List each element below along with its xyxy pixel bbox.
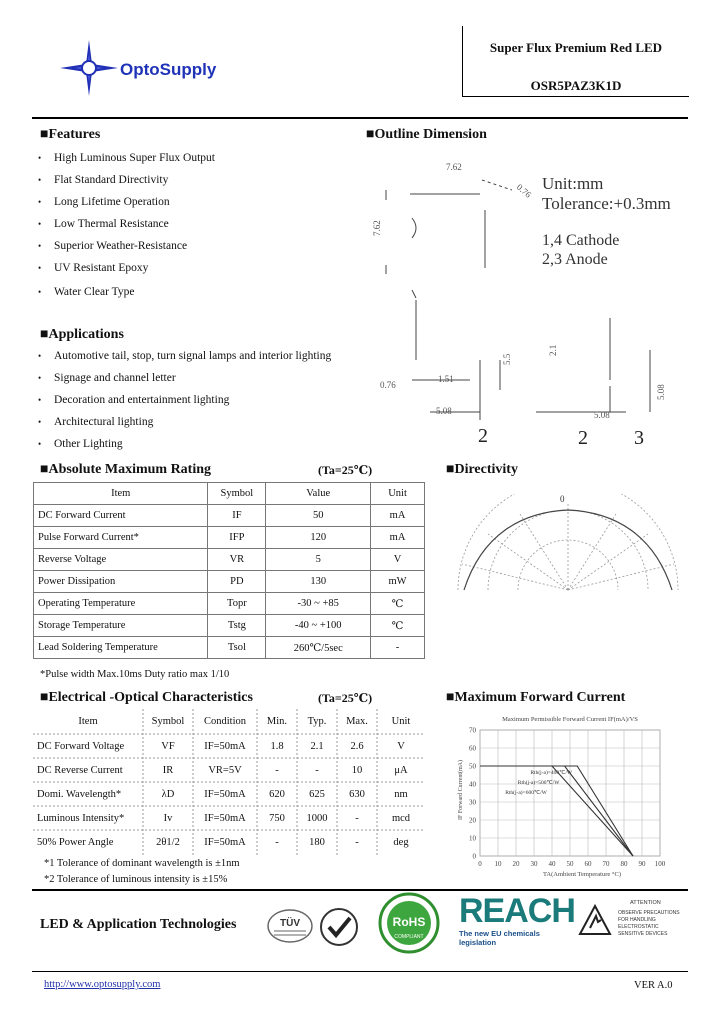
cell: -30 ~ +85 [266,593,371,615]
cell: mW [371,571,425,593]
esd-line: ELECTROSTATIC [618,924,659,930]
amr-condition: (Ta=25℃) [318,463,373,477]
cell: V [371,549,425,571]
cell: IF [208,505,266,527]
cell: - [371,637,425,659]
column-header: Condition [203,716,246,727]
cell: -40 ~ +100 [266,615,371,637]
cell: 5 [266,549,371,571]
cell: Operating Temperature [34,593,208,615]
list-item: • Automotive tail, stop, turn signal lamps and interior lighting [32,350,362,372]
list-item: • Long Lifetime Operation [32,196,332,218]
cell: - [355,836,359,848]
y-tick-label: 20 [469,816,476,825]
cell: Storage Temperature [34,615,208,637]
list-item: • UV Resistant Epoxy [32,262,332,284]
check-badge [318,906,360,948]
table-row [34,505,425,527]
x-tick-label: 20 [512,860,520,868]
cell: mA [371,527,425,549]
brand-name: OptoSupply [120,60,217,79]
column-header: Typ. [307,716,327,727]
cell: 50% Power Angle [37,836,114,848]
list-item: • Water Clear Type [32,286,332,308]
column-header: Unit [371,483,425,505]
cell: 2θ1/2 [156,836,180,848]
cell: Power Dissipation [34,571,208,593]
cell: VR [208,549,266,571]
table-row [34,571,425,593]
eo-note-1: *1 Tolerance of dominant wavelength is ±1nm [44,858,240,869]
cell: Luminous Intensity* [37,812,125,824]
bottom-divider [32,971,688,972]
series-label: Rth(j-a)=500℃/W [517,780,560,786]
cell: 50 [266,505,371,527]
star-logo-icon [58,38,120,98]
cell: DC Forward Current [34,505,208,527]
column-header: Symbol [151,716,185,727]
y-tick-label: 40 [469,780,476,789]
dimension-label: 5.5 [502,353,512,365]
column-header: Value [266,483,371,505]
table-row [33,782,425,806]
cell: IR [162,764,174,776]
mfc-heading: ■Maximum Forward Current [446,690,626,705]
tuv-badge [266,906,314,946]
pin-label: 2 [478,425,488,447]
column-header: Unit [391,716,411,727]
cell: PD [208,571,266,593]
cell: IF=50mA [204,788,246,800]
cell: μA [394,764,408,776]
amr-heading: ■Absolute Maximum Rating [40,462,212,477]
cell: 1.8 [270,740,284,752]
esd-line: FOR HANDLING [618,917,656,923]
table-row [34,549,425,571]
cell: - [355,812,359,824]
y-tick-label: 30 [469,798,476,807]
mfc-chart [452,710,688,880]
reach-title: REACH [459,892,575,930]
pin-label: 2 [578,427,588,449]
y-tick-label: 60 [469,744,476,753]
dimension-label: 5.08 [436,406,452,416]
brand-logo [58,38,278,98]
x-tick-label: 0 [478,860,482,868]
eo-table [33,709,425,854]
x-tick-label: 70 [602,860,610,868]
x-tick-label: 100 [654,860,666,868]
cell: Domi. Wavelength* [37,788,122,800]
dimension-label: 7.62 [446,162,462,172]
svg-text:COMPLIANT: COMPLIANT [394,934,424,940]
reach-badge [459,892,575,947]
cell: 260℃/5sec [266,637,371,659]
list-item: • Other Lighting [32,438,362,460]
cell: 750 [269,812,285,824]
esd-line: SENSITIVE DEVICES [618,931,668,937]
dimension-label: 0.76 [514,181,534,200]
list-item: • Low Thermal Resistance [32,218,332,240]
product-header [462,26,689,97]
dimension-label: 5.08 [656,384,666,400]
cell: - [315,764,319,776]
table-header-row [33,709,425,734]
rohs-leaf-icon [378,892,440,954]
x-axis-label: TA(Ambient Temperature °C) [542,871,622,878]
y-tick-label: 70 [469,726,476,735]
directivity-heading: ■Directivity [446,462,518,477]
dimension-label: 7.62 [372,220,382,236]
eo-condition: (Ta=25℃) [318,691,373,705]
esd-line: OBSERVE PRECAUTIONS [618,910,680,916]
cell: IF=50mA [204,812,246,824]
product-title: Super Flux Premium Red LED [489,40,663,55]
forward-current-chart [452,710,688,880]
outline-unit: Unit:mm [542,174,604,193]
cell: DC Reverse Current [37,764,123,776]
x-tick-label: 90 [638,860,646,868]
outline-heading: ■Outline Dimension [366,127,487,142]
cell: 120 [266,527,371,549]
column-header: Item [34,483,208,505]
outline-tolerance: Tolerance:+0.3mm [542,194,671,213]
cell: nm [394,788,408,800]
list-item: • Signage and channel letter [32,372,362,394]
table-row [33,806,425,830]
cell: Tstg [208,615,266,637]
svg-text:RoHS: RoHS [392,915,426,929]
table-row [34,527,425,549]
version-label: VER A.0 [634,980,673,991]
table-row [33,734,425,758]
outline-drawing [350,150,690,455]
list-item: • Architectural lighting [32,416,362,438]
cell: 180 [309,836,325,848]
cell: 2.1 [310,740,324,752]
esd-title: ATTENTION [630,900,661,906]
cell: λD [161,788,175,800]
cell: IFP [208,527,266,549]
x-tick-label: 30 [530,860,538,868]
amr-table [33,482,425,659]
cell: VF [161,740,175,752]
y-tick-label: 10 [469,834,476,843]
table-header-row [34,483,425,505]
footer-divider [32,889,688,891]
eo-note-2: *2 Tolerance of luminous intensity is ±15% [44,874,228,885]
cell: V [397,740,405,752]
x-tick-label: 10 [494,860,502,868]
eo-heading: ■Electrical -Optical Characteristics [40,690,253,705]
top-divider [32,117,688,119]
list-item: • High Luminous Super Flux Output [32,152,332,174]
series-label: Rth(j-a)=400℃/W [530,770,573,776]
list-item: • Superior Weather-Resistance [32,240,332,262]
y-axis-label: IF Forward Current(mA) [458,760,464,820]
pin-label: 3 [634,427,644,449]
cell: 625 [309,788,325,800]
cell: mcd [391,812,411,824]
cell: Tsol [208,637,266,659]
cell: Reverse Voltage [34,549,208,571]
cell: Lead Soldering Temperature [34,637,208,659]
tuv-icon [266,906,314,946]
website-link[interactable]: http://www.optosupply.com [44,979,161,990]
cell: ℃ [371,593,425,615]
applications-list [32,350,362,460]
x-tick-label: 40 [548,860,556,868]
cell: deg [393,836,409,848]
y-tick-label: 50 [469,762,476,771]
dimension-label: 5.08 [594,410,610,420]
directivity-chart [452,494,684,604]
cell: 2.6 [350,740,364,752]
x-tick-label: 60 [584,860,592,868]
list-item: • Decoration and entertainment lighting [32,394,362,416]
cell: IF=50mA [204,836,246,848]
cell: DC Forward Voltage [37,740,125,752]
table-row [34,637,425,659]
features-list [32,152,332,308]
x-tick-label: 80 [620,860,628,868]
cell: 1000 [306,812,328,824]
esd-warning-icon [578,904,612,936]
table-row [34,615,425,637]
dimension-label: 1.51 [438,374,454,384]
dimension-label: 2.1 [548,344,558,356]
esd-warning-badge [578,898,688,946]
column-header: Symbol [208,483,266,505]
table-row [33,830,425,854]
features-heading: ■Features [40,127,101,142]
applications-heading: ■Applications [40,327,124,342]
checkmark-icon [318,906,360,948]
cell: Pulse Forward Current* [34,527,208,549]
cell: Iv [163,812,173,824]
cell: mA [371,505,425,527]
cell: - [275,764,279,776]
cell: 130 [266,571,371,593]
cell: IF=50mA [204,740,246,752]
pin-cathode: 1,4 Cathode [542,232,620,249]
cell: VR=5V [208,764,242,776]
y-tick-label: 0 [472,852,476,861]
footer-company: LED & Application Technologies [40,917,237,932]
table-row [33,758,425,782]
table-row [34,593,425,615]
column-header: Min. [266,716,288,727]
x-tick-label: 50 [566,860,574,868]
dimension-label: 0.76 [380,380,396,390]
series-label: Rth(j-a)=600℃/W [505,790,547,796]
cell: ℃ [371,615,425,637]
cell: Topr [208,593,266,615]
column-header: Item [78,716,98,727]
cell: 10 [351,764,363,776]
angle-label: 0 [560,494,565,504]
polar-directivity-diagram [452,494,684,604]
reach-subtitle: The new EU chemicals legislation [459,929,540,947]
cell: 620 [269,788,285,800]
chart-title: Maximum Permissible Forward Current IF(mA)/VS [502,716,638,723]
cell: - [275,836,279,848]
column-header: Max. [346,716,368,727]
list-item: • Flat Standard Directivity [32,174,332,196]
amr-footnote: *Pulse width Max.10ms Duty ratio max 1/10 [40,669,230,680]
svg-text:TÜV: TÜV [280,918,300,929]
pin-anode: 2,3 Anode [542,251,608,268]
product-model: OSR5PAZ3K1D [530,78,622,93]
rohs-badge [378,892,440,954]
cell: 630 [349,788,365,800]
